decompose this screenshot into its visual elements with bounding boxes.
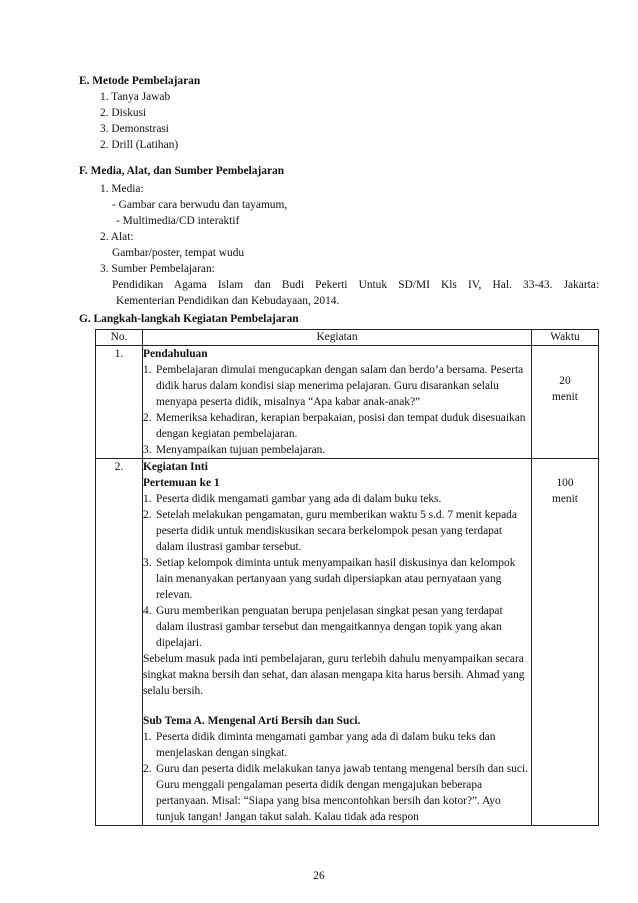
section-metode-pembelajaran (79, 73, 599, 153)
sumber-block (79, 261, 599, 309)
waktu-cell (532, 346, 599, 459)
activity-title: Pendahuluan (143, 348, 208, 360)
kegiatan-cell (143, 459, 532, 826)
subtheme-title: Sub Tema A. Mengenal Arti Bersih dan Suci. (143, 715, 361, 727)
alat-value: Gambar/poster, tempat wudu (112, 247, 245, 259)
sumber-line: Pendidikan Agama Islam dan Budi Pekerti Untuk SD/MI Kls IV, Hal. 33-43. Jakarta: (112, 279, 599, 291)
column-header-no: No. (96, 330, 143, 346)
media-item: - Gambar cara berwudu dan tayamum, (112, 199, 288, 211)
list-item: 3. Menyampaikan tujuan pembelajaran. (143, 444, 326, 456)
list-item: 2. Memeriksa kehadiran, kerapian berpakaian, posisi dan tempat duduk disesuaikan dengan kegiatan pembelajaran. (143, 412, 526, 440)
activity-steps (143, 362, 531, 458)
list-item: 2. Drill (Latihan) (100, 139, 179, 151)
list-item: 3. Setiap kelompok diminta untuk menyampaikan hasil diskusinya dan kelompok lain menanyakan pertanyaan yang sudah dipersiapkan atau pernyataan yang relevan. (143, 557, 516, 601)
waktu-value: 20 (559, 375, 571, 387)
section-media-alat-sumber (79, 163, 599, 309)
table-row (96, 459, 599, 826)
waktu-value: 100 (556, 477, 574, 489)
activity-paragraph: Sebelum masuk pada inti pembelajaran, guru terlebih dahulu menyampaikan secara singkat makna bersih dan sehat, dan alasan mengapa kita harus bersih. Ahmad yang selalu bersih. (143, 653, 525, 697)
activity-subtitle: Pertemuan ke 1 (143, 477, 220, 489)
section-langkah-kegiatan (79, 311, 599, 327)
media-item: - Multimedia/CD interaktif (116, 215, 240, 227)
list-item: 1. Pembelajaran dimulai mengucapkan dengan salam dan berdo’a bersama. Peserta didik harus dalam kondisi siap menerima pelajaran. Guru disarankan selalu menyapa peserta didik, misalnya “Apa kabar anak-anak?” (143, 364, 524, 408)
column-header-kegiatan: Kegiatan (143, 330, 532, 346)
column-header-waktu: Waktu (532, 330, 599, 346)
media-block (79, 181, 599, 229)
list-item: 2. Diskusi (100, 107, 147, 119)
row-number: 1. (96, 346, 143, 459)
subtheme-steps (143, 729, 531, 825)
alat-label: 2. Alat: (100, 231, 134, 243)
page-number: 26 (313, 870, 325, 882)
sumber-label: 3. Sumber Pembelajaran: (100, 263, 215, 275)
list-item: 2. Guru dan peserta didik melakukan tanya jawab tentang mengenal bersih dan suci. Guru menggali pengalaman peserta didik dengan mengajukan beberapa pertanyaan. Misal: “Siapa yang bisa mencontohkan bersih dan kotor?”. Ayo tunjuk tangan! Jangan takut salah. Kalau tidak ada respon (143, 763, 528, 823)
kegiatan-cell (143, 346, 532, 459)
list-item: 1. Tanya Jawab (100, 91, 171, 103)
row-number: 2. (96, 459, 143, 826)
waktu-unit: menit (552, 493, 578, 505)
list-item: 4. Guru memberikan penguatan berupa penjelasan singkat pesan yang terdapat dalam ilustrasi gambar tersebut dan mengaitkannya dengan topik yang akan dipelajari. (143, 605, 503, 649)
list-item: 3. Demonstrasi (100, 123, 169, 135)
list-item: 1. Peserta didik diminta mengamati gambar yang ada di dalam buku teks dan menjelaskan dengan singkat. (143, 731, 496, 759)
waktu-unit: menit (552, 391, 578, 403)
table-header-row (96, 330, 599, 346)
kegiatan-table (95, 329, 599, 826)
section-title: E. Metode Pembelajaran (79, 75, 201, 87)
alat-block (79, 229, 599, 261)
section-title: F. Media, Alat, dan Sumber Pembelajaran (79, 165, 285, 177)
activity-title: Kegiatan Inti (143, 461, 208, 473)
section-title: G. Langkah-langkah Kegiatan Pembelajaran (79, 313, 299, 325)
list-item: 2. Setelah melakukan pengamatan, guru memberikan waktu 5 s.d. 7 menit kepada peserta didik untuk mendiskusikan secara berkelompok pesan yang terdapat dalam ilustrasi gambar tersebut. (143, 509, 517, 553)
activity-steps (143, 491, 531, 651)
media-label: 1. Media: (100, 183, 144, 195)
list-item: 1. Peserta didik mengamati gambar yang ada di dalam buku teks. (143, 493, 442, 505)
metode-list (79, 89, 599, 153)
sumber-line: Kementerian Pendidikan dan Kebudayaan, 2014. (116, 295, 340, 307)
waktu-cell (532, 459, 599, 826)
table-row (96, 346, 599, 459)
